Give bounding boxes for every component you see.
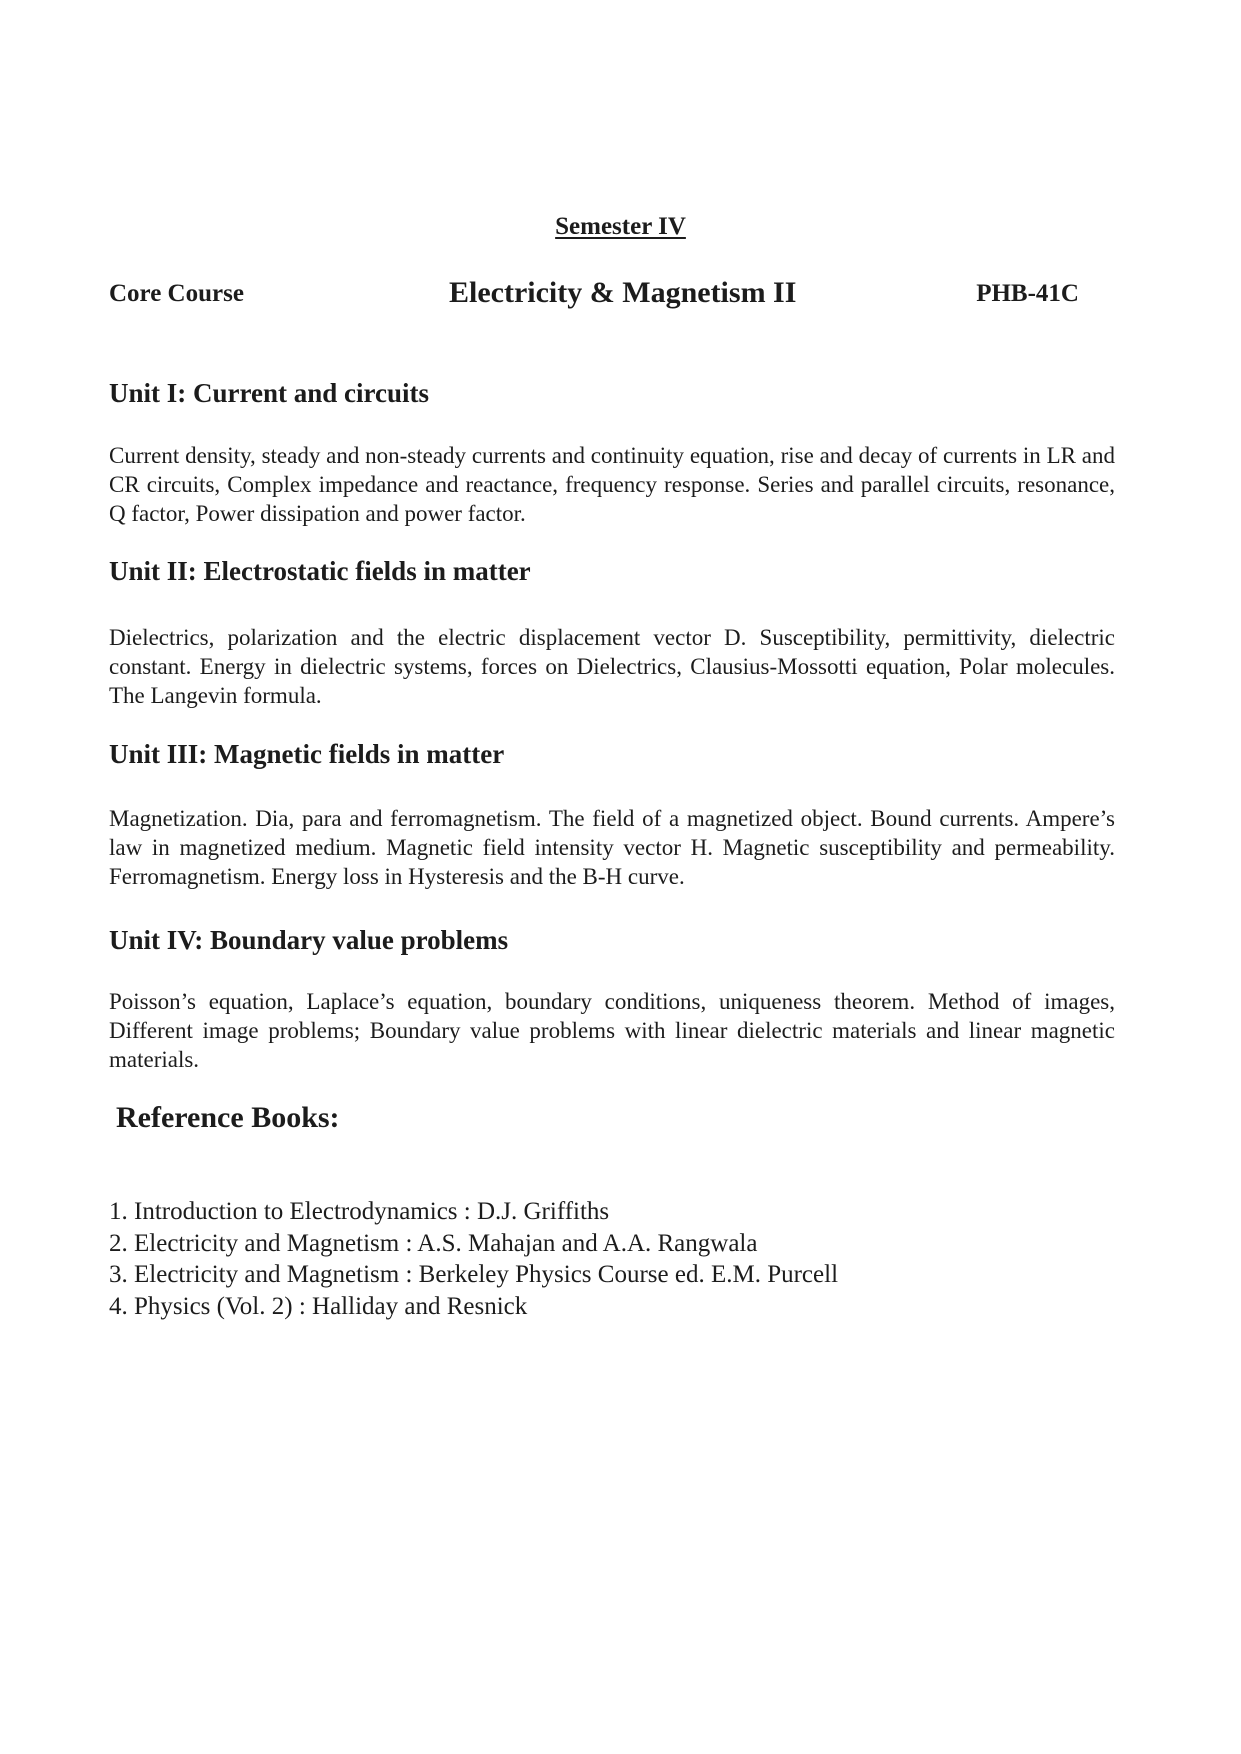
unit-3-body: Magnetization. Dia, para and ferromagnetism. The field of a magnetized object. Bound currents. Ampere’s law in magnetized medium. Magnetic field intensity vector H. Magnetic susceptibility and permeability. Ferromagnetism. Energy loss in Hysteresis and the B-H curve.: [109, 806, 1115, 889]
reference-item: 1. Introduction to Electrodynamics : D.J. Griffiths: [109, 1198, 610, 1225]
course-type: Core Course: [109, 280, 244, 307]
unit-4-body: Poisson’s equation, Laplace’s equation, boundary conditions, uniqueness theorem. Method of images, Different image problems; Boundary value problems with linear dielectric materials and linear magnetic materials.: [109, 989, 1115, 1072]
semester-title: Semester IV: [555, 213, 686, 240]
reference-books-heading: Reference Books:: [116, 1101, 340, 1134]
unit-1-body: Current density, steady and non-steady currents and continuity equation, rise and decay of currents in LR and CR circuits, Complex impedance and reactance, frequency response. Series and parallel circuits, resonance, Q factor, Power dissipation and power factor.: [109, 443, 1115, 526]
course-header: [109, 276, 1079, 316]
course-title: Electricity & Magnetism II: [449, 276, 797, 309]
unit-1-heading: Unit I: Current and circuits: [109, 378, 430, 408]
unit-2-body: Dielectrics, polarization and the electric displacement vector D. Susceptibility, permittivity, dielectric constant. Energy in dielectric systems, forces on Dielectrics, Clausius-Mossotti equation, Polar molecules. The Langevin formula.: [109, 625, 1115, 708]
reference-item: 4. Physics (Vol. 2) : Halliday and Resnick: [109, 1292, 528, 1320]
unit-4-heading: Unit IV: Boundary value problems: [109, 925, 509, 955]
reference-list: [109, 1196, 838, 1322]
unit-3-heading: Unit III: Magnetic fields in matter: [109, 739, 505, 769]
reference-item: 2. Electricity and Magnetism : A.S. Mahajan and A.A. Rangwala: [109, 1229, 758, 1257]
unit-2-heading: Unit II: Electrostatic fields in matter: [109, 556, 531, 586]
course-code: PHB-41C: [976, 280, 1079, 307]
reference-item: 3. Electricity and Magnetism : Berkeley Physics Course ed. E.M. Purcell: [109, 1261, 839, 1288]
